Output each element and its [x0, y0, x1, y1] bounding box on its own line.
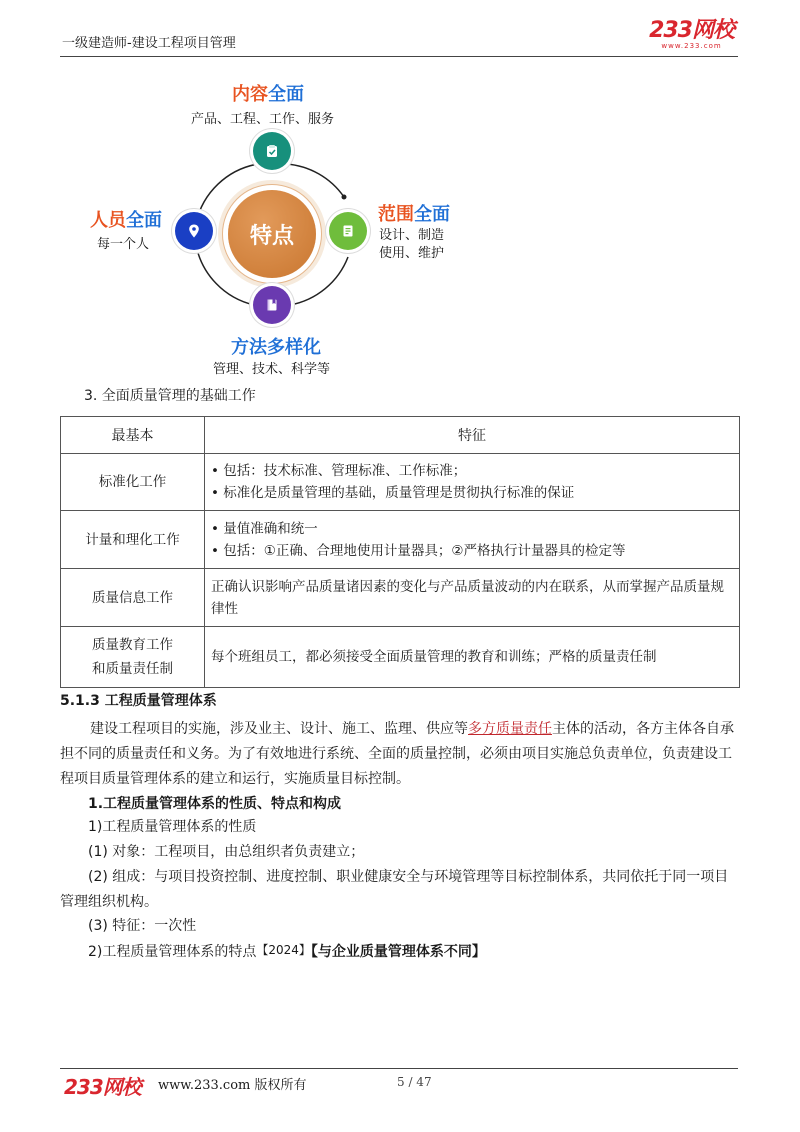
row-name: 标准化工作 [61, 454, 205, 511]
footer-site: www.233.com 版权所有 [158, 1078, 307, 1093]
body-paragraph [60, 717, 740, 792]
scope-node [329, 212, 367, 250]
para-text: 主体的活动，各方主体各自承担不同的质量责任和义务。为了有效地进行系统、全面的质量控制，必须由项目实施总负责单位，负责建设工程项目质量管理体系的建立和运行，实施质量目标控制。 [60, 721, 734, 787]
list-item: 1)工程质量管理体系的性质 [88, 819, 257, 835]
document-title: 一级建造师-建设工程项目管理 [62, 36, 236, 51]
list-item: (3) 特征：一次性 [88, 918, 197, 934]
row-name: 质量信息工作 [61, 569, 205, 627]
center-feature [228, 190, 316, 278]
highlight-term: 多方质量责任 [468, 721, 552, 737]
table-row [61, 627, 740, 688]
row-features [205, 454, 740, 511]
list-item: (2) 组成：与项目投资控制、进度控制、职业健康安全与环境管理等目标控制体系，共同依托于同一项目管理组织机构。 [60, 869, 729, 910]
logo-text: 233网校 [649, 18, 734, 43]
note-tag: 【与企业质量管理体系不同】 [310, 944, 486, 960]
table-row [61, 511, 740, 569]
document-icon [340, 223, 356, 239]
header-divider [60, 56, 738, 57]
year-tag: 【2024】 [256, 943, 311, 957]
basis-work-table [60, 416, 740, 688]
arc-dot [342, 195, 347, 200]
list-item [88, 938, 486, 965]
table-row [61, 569, 740, 627]
footer-logo: 233网校 [64, 1075, 141, 1099]
scope-desc-2: 使用、维护 [379, 246, 445, 261]
content-title: 内容全面 [232, 84, 304, 105]
row-name-line: 质量教育工作 [92, 637, 173, 653]
personnel-desc: 每一个人 [97, 237, 150, 252]
row-name [61, 627, 205, 688]
col-header-features: 特征 [205, 417, 740, 454]
scope-desc-1: 设计、制造 [379, 228, 445, 243]
bullet-item: • 包括：技术标准、管理标准、工作标准； [211, 460, 733, 482]
row-name: 计量和理化工作 [61, 511, 205, 569]
bullet-item: • 标准化是质量管理的基础，质量管理是贯彻执行标准的保证 [211, 482, 733, 504]
row-features [205, 511, 740, 569]
personnel-node [175, 212, 213, 250]
bullet-item: • 量值准确和统一 [211, 518, 733, 540]
method-title: 方法多样化 [231, 337, 321, 358]
section-3-heading: 3. 全面质量管理的基础工作 [84, 388, 256, 404]
page-number: 5 / 47 [397, 1075, 432, 1089]
list-item: (1) 对象：工程项目，由总组织者负责建立； [88, 844, 365, 860]
row-features: 每个班组员工，都必须接受全面质量管理的教育和训练；严格的质量责任制 [205, 627, 740, 688]
item-text: 2)工程质量管理体系的特点 [88, 944, 257, 960]
section-513-heading: 5.1.3 工程质量管理体系 [60, 693, 217, 709]
row-features: 正确认识影响产品质量诸因素的变化与产品质量波动的内在联系，从而掌握产品质量规律性 [205, 569, 740, 627]
method-desc: 管理、技术、科学等 [213, 362, 331, 377]
logo-url: www.233.com [661, 42, 722, 50]
table-header-row [61, 417, 740, 454]
tqm-features-diagram [0, 60, 800, 380]
content-desc: 产品、工程、工作、服务 [191, 112, 335, 127]
location-pin-icon [186, 223, 202, 239]
footer-divider [60, 1068, 738, 1069]
subheading-1: 1.工程质量管理体系的性质、特点和构成 [88, 796, 342, 812]
method-node [253, 286, 291, 324]
content-node [253, 132, 291, 170]
arc-top-right [286, 164, 344, 197]
col-header-basic: 最基本 [61, 417, 205, 454]
table-row [61, 454, 740, 511]
row-name-line: 和质量责任制 [92, 661, 173, 677]
personnel-title: 人员全面 [90, 210, 162, 231]
book-icon [264, 297, 280, 313]
center-label: 特点 [249, 223, 294, 249]
scope-title: 范围全面 [378, 204, 450, 225]
para-text: 建设工程项目的实施，涉及业主、设计、施工、监理、供应等 [90, 721, 468, 737]
clipboard-icon [264, 143, 280, 159]
brand-logo [649, 20, 734, 50]
bullet-item: • 包括：①正确、合理地使用计量器具；②严格执行计量器具的检定等 [211, 540, 733, 562]
